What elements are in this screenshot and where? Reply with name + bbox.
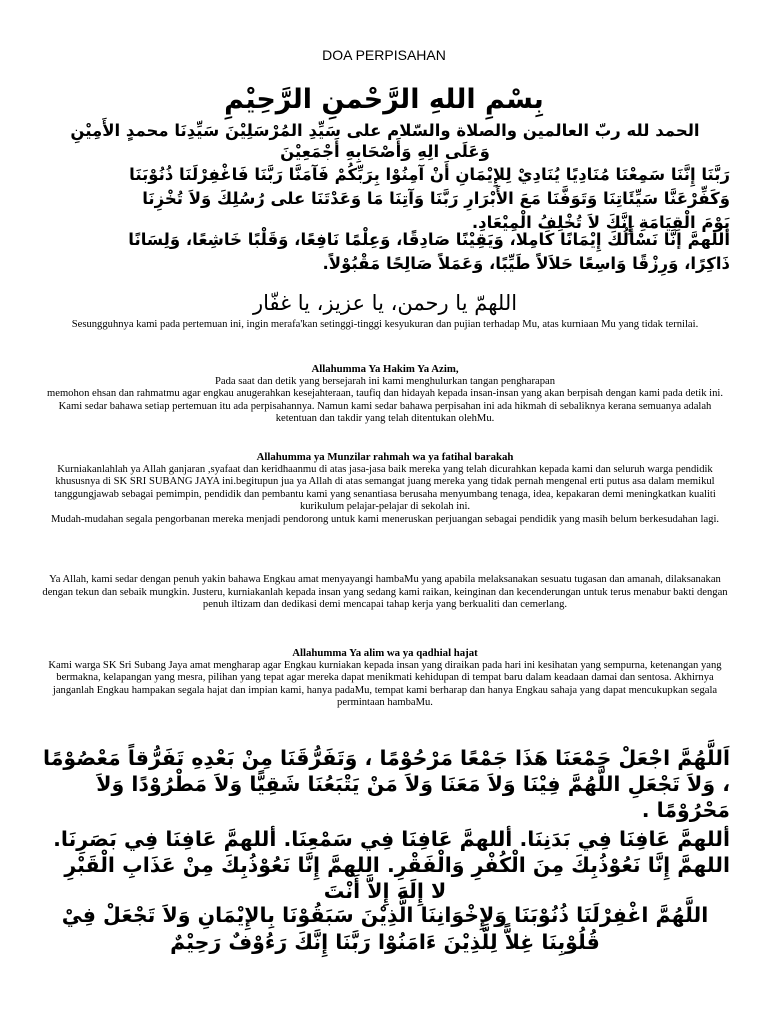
malay-paragraph-1 [40,319,730,332]
malay-section-munzilar [40,451,730,526]
paragraph-text: Sesungguhnya kami pada pertemuan ini, ingin merafa'kan setinggi-tinggi kesyukuran dan pujian terhadap Mu, atas kurniaan Mu yang tidak ternilai. [71,319,699,330]
section-heading: Allahumma Ya Hakim Ya Azim, [311,363,459,375]
arabic-line: وَكَفِّرْعَنَّا سَيِّئَاتِنَا وَتَوَفَّنَا مَعَ الأَبْرَارِ رَبَّنَا وَآتِنَا مَا وَعَدْتَنَا على رُسُلِكَ وَلاَ تُخْزِنَا [142,189,730,208]
hamd-salawat-paragraph [40,120,730,162]
closing-doa-jamaan [40,745,730,823]
iman-paragraph [40,228,730,276]
asma-line: اللهمّ يا رحمن، يا عزيز، يا غفّار [252,291,518,315]
paragraph-text: Kami warga SK Sri Subang Jaya amat mengharap agar Engkau kurniakan kepada insan yang diraikan pada hari ini kesihatan yang sempurna, ketenangan yang bermakna, kelapangan yang mesra, pilihan yang tepat agar mereka dapat menikmati kehidupan di tempat baru dalam keadaan damai dan sentosa. Akhirnya janganlah Engkau hampakan segala hajat dan impian kami, hanya padaMu, tempat kami berharap dan hanya Engkau sahaja yang dapat mencukupkan segala permintaan hambaMu. [48,659,722,708]
paragraph-text: Mudah-mudahan segala pengorbanan mereka menjadi pendorong untuk kami meneruskan perjuangan sebagai pendidik yang masih belum berkesudahan lagi. [50,513,720,525]
paragraph-text: Pada saat dan detik yang bersejarah ini kami menghulurkan tangan pengharapan [214,375,556,387]
malay-section-qadhial-hajat [40,647,730,710]
arabic-line: لا إِلَهَ إِلاَّ أَنْتَ [323,879,447,903]
section-heading: Allahumma ya Munzilar rahmah wa ya fatihal barakah [256,451,514,463]
arabic-line: ، وَلاَ تَجْعَلِ اللَّهُمَّ فِيْنَا وَلاَ مَعَنَا وَلاَ مَنْ يَتْبَعُنَا شَقِيًّا وَلاَ مَطْرُوْدًا وَلاَ [96,772,730,796]
paragraph-text: Kurniakanlahlah ya Allah ganjaran ,syafaat dan keridhaanmu di atas jasa-jasa baik mereka yang telah dicurahkan kepada kami dan seluruh warga pendidik khususnya di SK SRI SUBANG JAYA ini.begitupun jua ya Allah di atas semangat juang mereka yang tidak pernah mengenal erti putus asa dalam memikul tanggungjawab sebagai pemimpin, pendidik dan pembantu kami yang senantiasa berusaha menyumbang tenaga, idea, kepakaran demi meningkatkan kualiti kurikulum pelajar-pelajar di sekolah ini. [54,463,716,512]
bismillah-heading: بِسْمِ اللهِ الرَّحْمنِ الرَّحِيْمِ [224,84,544,115]
closing-doa-afina [40,826,730,904]
arabic-line: أللهمَّ إنَّا نَسْأَلُكَ إِيْمَانًا كَامِلا، وَيَقِيْنًا صَادِقًا، وَعِلْمًا نَافِعًا، وَقَلْبًا خَاشِعًا، وَلِسَانًا [128,230,730,249]
rabbana-paragraph [40,163,730,235]
arabic-line: الحمد لله ربّ العالمين والصلاة والسّلام على سَيِّدِ المُرْسَلِيْنَ سَيِّدِنَا محمدٍ الأَمِيْنِ [70,121,700,140]
arabic-line: قُلُوْبِنَا غِلاًّ لِلَّذِيْنَ ءَامَنُوْا رَبَّنَا إِنَّكَ رَءُوْفٌ رَحِيْمٌ [170,930,600,954]
paragraph-text: memohon ehsan dan rahmatmu agar engkau anugerahkan kesejahteraan, taufiq dan hidayah kepada insan-insan yang akan berpisah dengan kami pada detik ini. Kami sedar bahawa setiap pertemuan itu ada perpisahannya. Namun kami sedar bahawa perpisahan ini ada hikmah di sebaliknya kerana semuanya adalah ketentuan dan takdir yang telah ditentukan olehMu. [47,388,723,424]
document-title: DOA PERPISAHAN [322,47,446,63]
arabic-line: أللهمَّ عَافِنَا فِي بَدَنِنَا. أللهمَّ عَافِنَا فِي سَمْعِنَا. أللهمَّ عَافِنَا فِي بَصَرِنَا. [53,827,730,851]
arabic-line: وَعَلَى الِهِ وَأَصْحَابِهِ أَجْمَعِيْنَ [280,142,490,161]
arabic-line: اللهمَّ إِنَّا نَعُوْذُبِكَ مِنَ الْكُفْرِ وَالْفَقْرِ. اللهمَّ إِنَّا نَعُوْذُبِكَ مِنْ عَذَابِ الْقَبْرِ [64,853,730,877]
malay-paragraph-ya-allah [40,574,730,612]
arabic-line: مَحْرُوْمًا . [641,798,730,822]
arabic-line: يَوْمَ الْقِيَامَةِ إِنَّكَ لاَ تُخْلِفُ الْمِيْعَادِ. [471,213,730,232]
arabic-line: اَللَّهُمَّ اجْعَلْ جَمْعَنَا هَذَا جَمْعًا مَرْحُوْمًا ، وَتَفَرُّقَنَا مِنْ بَعْدِهِ تَفَرُّقاً مَعْصُوْمًا [43,746,730,770]
arabic-line: اللَّهُمَّ اغْفِرْلَنَا ذُنُوْبَنَا وَلإِخْوَانِنَا الَّذِيْنَ سَبَقُوْنَا بِالإِيْمَانِ وَلاَ تَجْعَلْ فِيْ [61,903,709,927]
paragraph-text: Ya Allah, kami sedar dengan penuh yakin bahawa Engkau amat menyayangi hambaMu yang apabila melaksanakan sesuatu tugasan dan amanah, dilaksanakan dengan tekun dan sebaik mungkin. Justeru, kurniakanlah kepada insan yang sedang kami raikan, keinginan dan kecenderungan untuk terus menabur bakti dengan penuh iltizam dan dedikasi demi mencapai tahap kerja yang berkualiti dan cemerlang. [42,574,728,610]
arabic-line: ذَاكِرًا، وَرِزْقًا وَاسِعًا حَلاَلاً طَيِّبًا، وَعَمَلاً صَالِحًا مَقْبُوْلاً. [322,254,730,273]
malay-section-hakim [40,363,730,426]
closing-doa-ighfir [40,902,730,956]
arabic-line: رَبَّنَا إِنَّنَا سَمِعْنَا مُنَادِيًا يُنَادِيْ لِلإِيْمَانِ أَنْ آمِنُوْا بِرَبِّكُمْ فَآمَنَّا رَبَّنَا فَاغْفِرْلَنَا ذُنُوْبَنَا [129,165,730,184]
section-heading: Allahumma Ya alim wa ya qadhial hajat [292,647,478,659]
